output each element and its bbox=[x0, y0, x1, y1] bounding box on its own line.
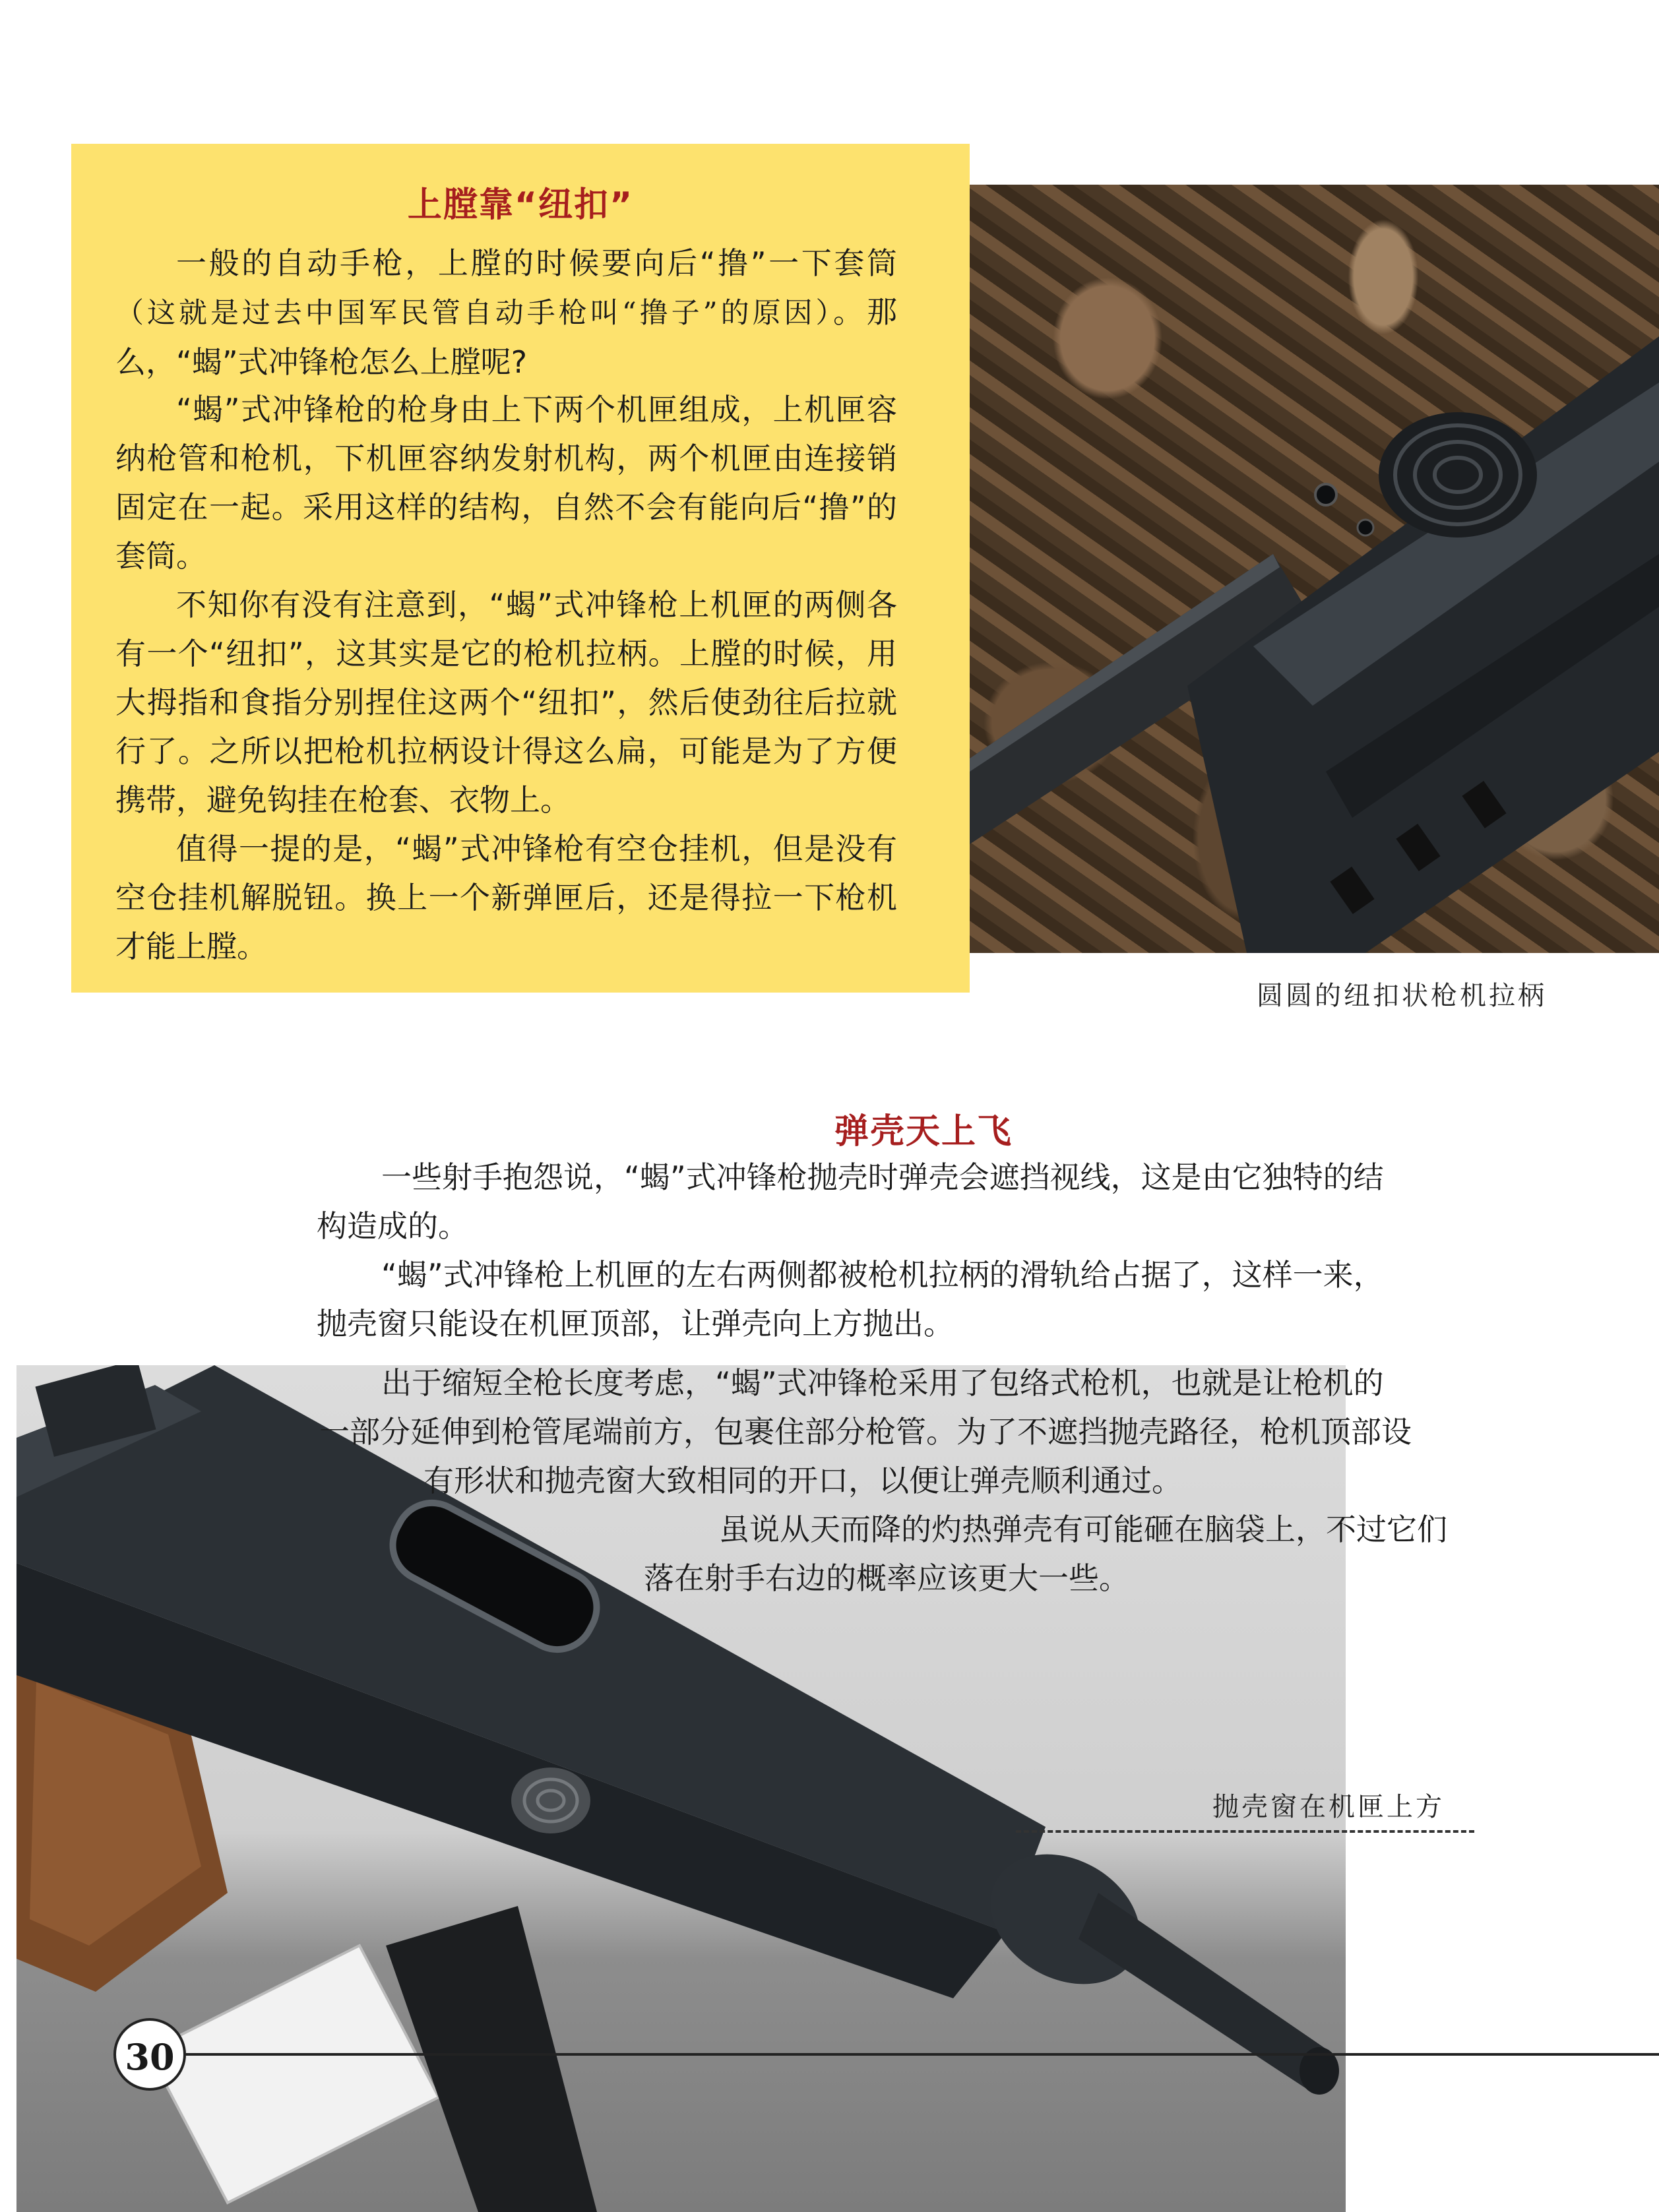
paragraph-line: 构造成的。 bbox=[317, 1208, 468, 1244]
footer-rule bbox=[186, 2053, 1659, 2056]
caption-divider bbox=[1016, 1830, 1474, 1833]
paragraph-line: 有形状和抛壳窗大致相同的开口，以便让弹壳顺利通过。 bbox=[423, 1463, 1182, 1498]
page-number: 30 bbox=[113, 2018, 186, 2091]
paragraph: 值得一提的是，“蝎”式冲锋枪有空仓挂机，但是没有空仓挂机解脱钮。换上一个新弹匣后，还是得拉一下枪机才能上膛。 bbox=[115, 831, 897, 964]
paragraph-line: 一些射手抱怨说，“蝎”式冲锋枪抛壳时弹壳会遮挡视线，这是由它独特的结 bbox=[381, 1159, 1384, 1195]
section-title: 上膛靠“纽扣” bbox=[407, 185, 634, 225]
paragraph-aside: （这就是过去中国军民管自动手枪叫“撸子”的原因） bbox=[115, 297, 834, 330]
section-title: 弹壳天上飞 bbox=[834, 1112, 1013, 1152]
paragraph bbox=[115, 239, 897, 386]
paragraph-text: 一般的自动手枪，上膛的时候要向后“撸”一下套筒 bbox=[176, 245, 897, 281]
paragraph-line: “蝎”式冲锋枪上机匣的左右两侧都被枪机拉柄的滑轨给占据了，这样一来， bbox=[381, 1257, 1384, 1293]
paragraph-line: 虽说从天而降的灼热弹壳有可能砸在脑袋上，不过它们 bbox=[719, 1512, 1447, 1547]
paragraph-line: 落在射手右边的概率应该更大一些。 bbox=[644, 1560, 1129, 1596]
paragraph-line: 抛壳窗只能设在机匣顶部，让弹壳向上方抛出。 bbox=[317, 1306, 954, 1341]
gun-receiver-illustration bbox=[970, 185, 1659, 953]
photo-caption: 抛壳窗在机匣上方 bbox=[1212, 1792, 1445, 1822]
paragraph: “蝎”式冲锋枪的枪身由上下两个机匣组成，上机匣容纳枪管和枪机，下机匣容纳发射机构，两个机匣由连接销固定在一起。采用这样的结构，自然不会有能向后“撸”的套筒。 bbox=[115, 392, 897, 574]
paragraph-line: 出于缩短全枪长度考虑，“蝎”式冲锋枪采用了包络式枪机，也就是让枪机的 bbox=[381, 1365, 1384, 1401]
paragraph: 不知你有没有注意到，“蝎”式冲锋枪上机匣的两侧各有一个“纽扣”，这其实是它的枪机拉柄。上膛的时候，用大拇指和食指分别捏住这两个“纽扣”，然后使劲往后拉就行了。之所以把枪机拉柄设计得这么扁，可能是为了方便携带，避免钩挂在枪套、衣物上。 bbox=[115, 587, 897, 818]
paragraph-text: 。那么，“蝎”式冲锋枪怎么上膛呢? bbox=[115, 294, 897, 380]
paragraph-line: 一部分延伸到枪管尾端前方，包裹住部分枪管。为了不遮挡抛壳路径，枪机顶部设 bbox=[319, 1414, 1412, 1450]
photo-caption: 圆圆的纽扣状枪机拉柄 bbox=[1257, 981, 1547, 1011]
gun-receiver-photo bbox=[970, 185, 1659, 953]
